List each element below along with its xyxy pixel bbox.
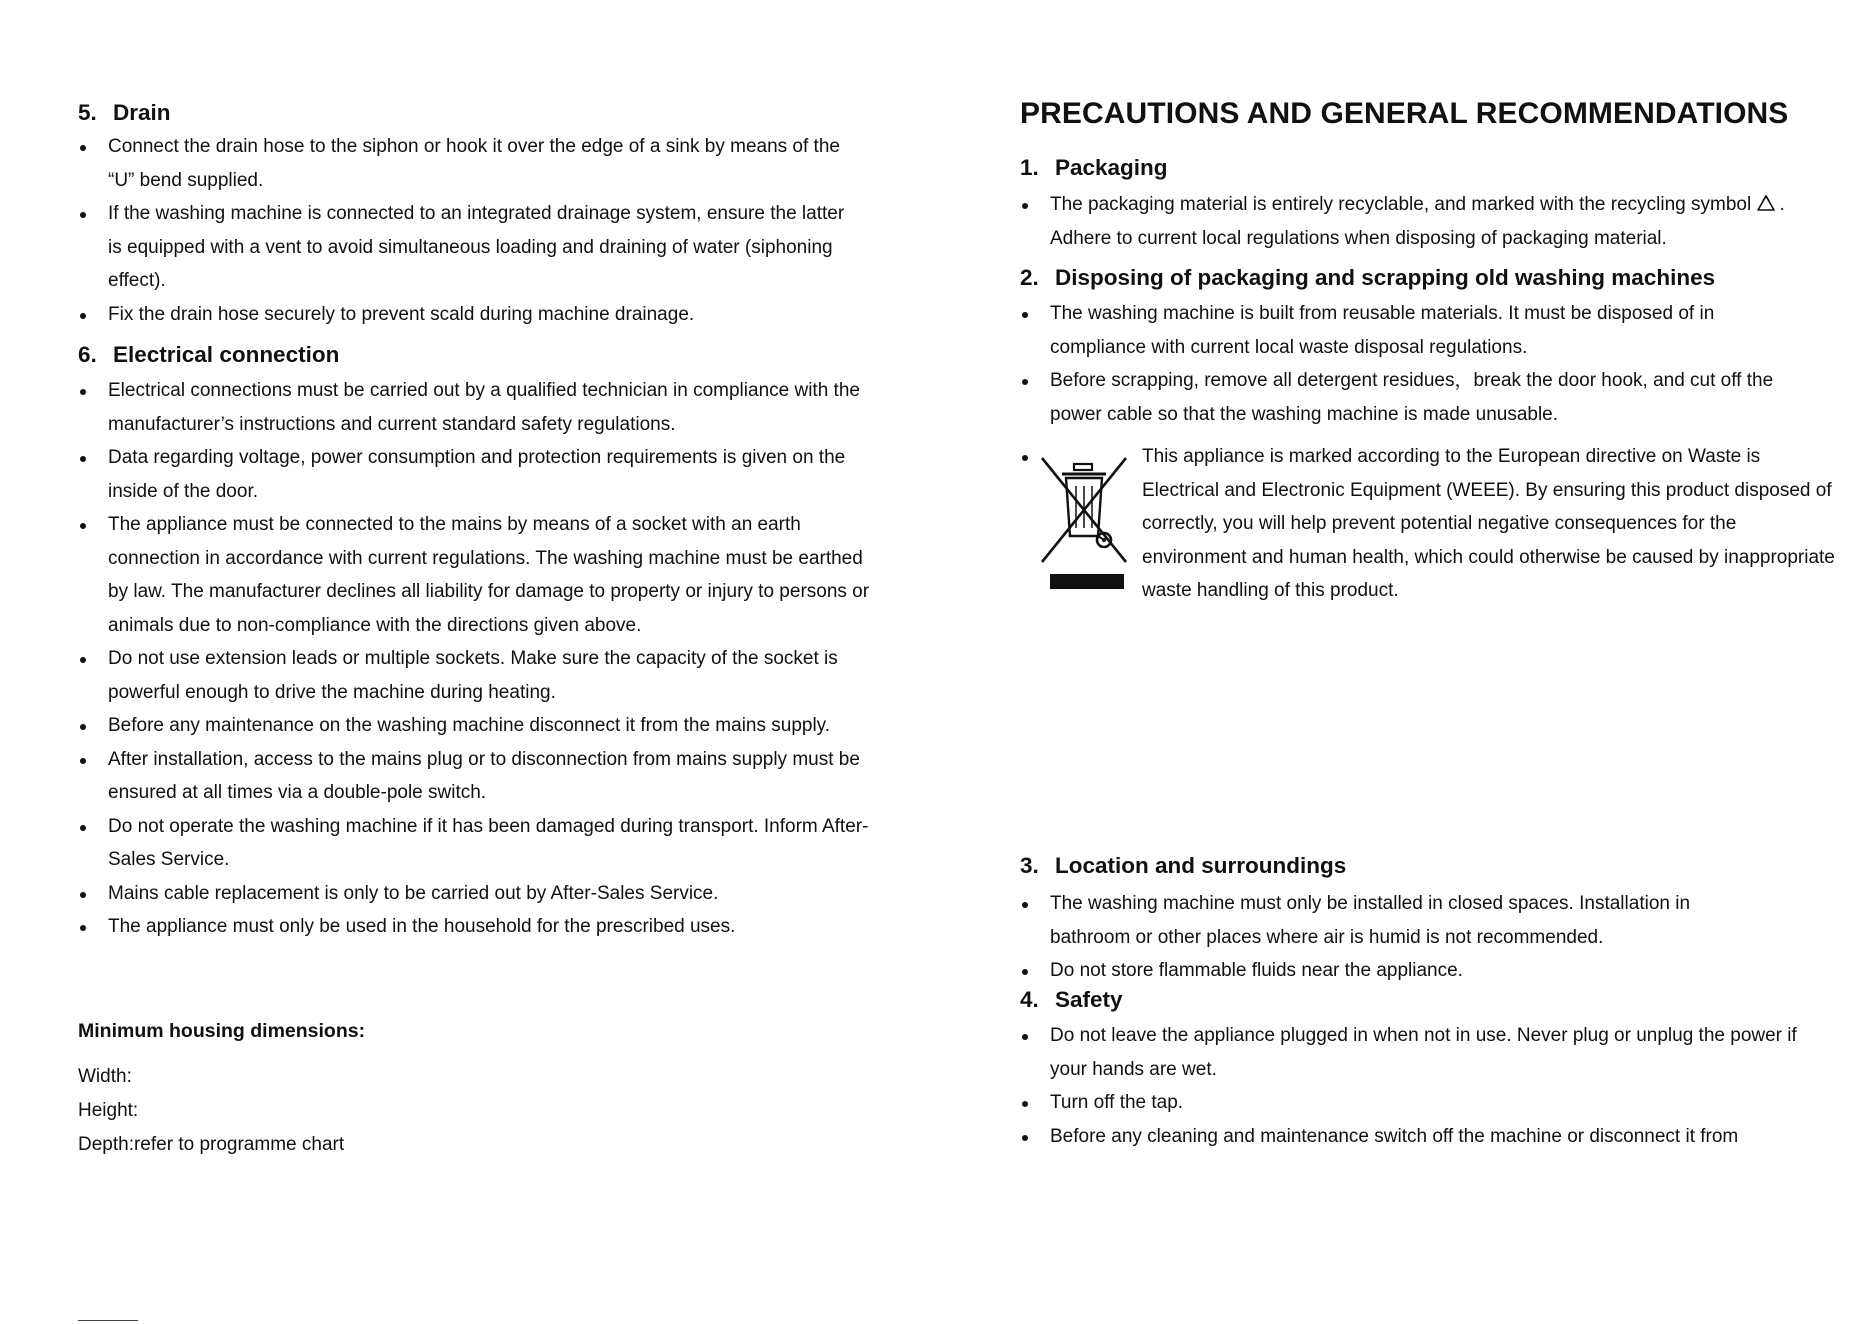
section-electrical-heading — [78, 342, 339, 368]
section-title: Disposing of packaging and scrapping old washing machines — [1055, 265, 1716, 290]
section-title: Safety — [1055, 987, 1123, 1012]
list-item: Do not use extension leads or multiple sockets. Make sure the capacity of the socket is powerful enough to drive the machine during heating. — [78, 642, 878, 709]
packaging-text-part2: . Adhere to current local regulations when disposing of packaging material. — [1050, 194, 1785, 249]
list-item: Do not leave the appliance plugged in when not in use. Never plug or unplug the power if your hands are wet. — [1020, 1019, 1820, 1086]
section-number: 3. — [1020, 853, 1039, 878]
list-item: Electrical connections must be carried out by a qualified technician in compliance with the manufacturer’s instructions and current standard safety regulations. — [78, 374, 878, 441]
list-item: If the washing machine is connected to an integrated drainage system, ensure the latter is equipped with a vent to avoid simultaneous loading and draining of water (siphoning effect). — [78, 197, 858, 298]
page-title: PRECAUTIONS AND GENERAL RECOMMENDATIONS — [1020, 97, 1789, 130]
location-list — [1020, 887, 1765, 988]
safety-list — [1020, 1019, 1820, 1153]
list-item: Before scrapping, remove all detergent residues，break the door hook, and cut off the power cable so that the washing machine is made unusable. — [1020, 364, 1780, 431]
section-title: Location and surroundings — [1055, 853, 1347, 878]
section-number: 1. — [1020, 155, 1039, 180]
list-item: Fix the drain hose securely to prevent scald during machine drainage. — [78, 298, 858, 332]
list-item: The washing machine is built from reusable materials. It must be disposed of in compliance with current local waste disposal regulations. — [1020, 297, 1780, 364]
list-item — [1020, 188, 1820, 255]
housing-dimensions — [78, 1060, 344, 1162]
drain-list — [78, 130, 858, 331]
list-item: After installation, access to the mains plug or to disconnection from mains supply must be ensured at all times via a double-pole switch. — [78, 743, 878, 810]
bullet — [1022, 455, 1028, 461]
list-item: Mains cable replacement is only to be carried out by After-Sales Service. — [78, 877, 878, 911]
recycle-icon — [1756, 190, 1776, 208]
section-number: 5. — [78, 100, 97, 125]
list-item: Do not store flammable fluids near the appliance. — [1020, 954, 1765, 988]
list-item: Do not operate the washing machine if it has been damaged during transport. Inform After-Sales Service. — [78, 810, 878, 877]
footer-rule — [78, 1320, 138, 1321]
electrical-list — [78, 374, 878, 944]
section-safety-heading — [1020, 987, 1123, 1013]
section-drain-heading — [78, 100, 171, 126]
depth-value: refer to programme chart — [133, 1134, 345, 1155]
weee-crossed-bin-icon — [1040, 454, 1128, 589]
list-item: The appliance must only be used in the household for the prescribed uses. — [78, 910, 878, 944]
section-location-heading — [1020, 853, 1346, 879]
disposing-list — [1020, 297, 1780, 431]
housing-width-row — [78, 1060, 344, 1094]
weee-text: This appliance is marked according to the European directive on Waste is Electrical and Electronic Equipment (WEEE). By ensuring this product disposed of correctly, you will help prevent potential negative consequences for the environment and human health, which could otherwise be caused by inappropriate waste handling of this product. — [1142, 446, 1835, 601]
section-title: Electrical connection — [113, 342, 340, 367]
section-title: Drain — [113, 100, 171, 125]
list-item: Connect the drain hose to the siphon or hook it over the edge of a sink by means of the “U” bend supplied. — [78, 130, 858, 197]
packaging-text-part1: The packaging material is entirely recyclable, and marked with the recycling symbol — [1050, 194, 1752, 215]
depth-label: Depth: — [78, 1134, 134, 1155]
section-disposing-heading — [1020, 265, 1715, 291]
housing-height-row — [78, 1094, 344, 1128]
list-item: Turn off the tap. — [1020, 1086, 1820, 1120]
housing-depth-row — [78, 1128, 344, 1162]
width-label: Width: — [78, 1066, 132, 1087]
list-item: Data regarding voltage, power consumption and protection requirements is given on the inside of the door. — [78, 441, 878, 508]
section-number: 6. — [78, 342, 97, 367]
housing-dimensions-title: Minimum housing dimensions: — [78, 1020, 366, 1042]
section-title: Packaging — [1055, 155, 1168, 180]
list-item: Before any cleaning and maintenance switch off the machine or disconnect it from — [1020, 1120, 1820, 1154]
list-item: The washing machine must only be installed in closed spaces. Installation in bathroom or other places where air is humid is not recommended. — [1020, 887, 1765, 954]
packaging-list — [1020, 188, 1820, 255]
section-packaging-heading — [1020, 155, 1168, 181]
section-number: 4. — [1020, 987, 1039, 1012]
height-label: Height: — [78, 1100, 139, 1121]
list-item: The appliance must be connected to the mains by means of a socket with an earth connection in accordance with current regulations. The washing machine must be earthed by law. The manufacturer declines all liability for damage to property or injury to persons or animals due to non-compliance with the directions given above. — [78, 508, 878, 642]
section-number: 2. — [1020, 265, 1039, 290]
list-item: Before any maintenance on the washing machine disconnect it from the mains supply. — [78, 709, 878, 743]
